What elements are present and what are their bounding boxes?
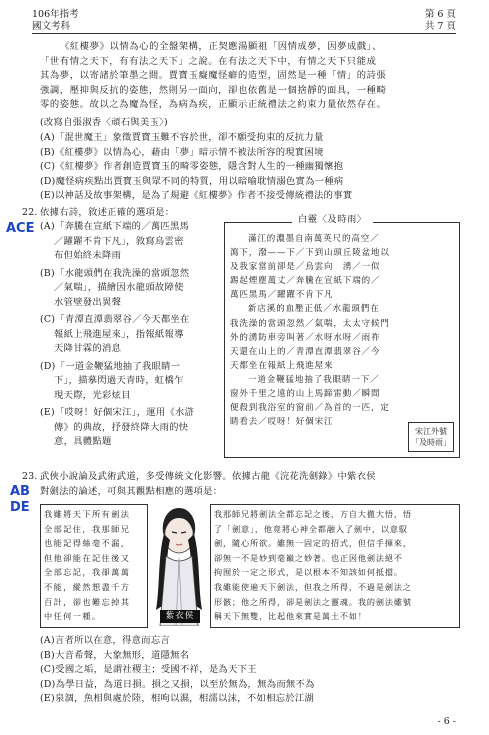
option-line: 意，具體點題 [54,436,112,447]
q23-stem-line: 對劍法的論述，可與其觀點相應的選項是： [40,486,223,497]
option-line: 布但始終未降雨 [54,250,122,261]
exam-subject: 國文考科 [32,21,71,32]
q21-option-c[interactable]: (C)《紅樓夢》作者創造賈寶玉的畸零姿態，隱含對人生的一種幽獨懷抱 [40,161,344,172]
poem-line: 萬匹黑馬／躍躍不肯下凡 [230,290,334,301]
page-number: 第 6 頁 [424,9,456,20]
poem-line: 天還在山上的／青潭直潭翡翠谷／今 [230,346,381,357]
quote-line: 全部忘記，我卻萬萬 [44,567,131,578]
q21-option-d[interactable]: (D)魔怪病疾點出賈寶玉與眾不同的特質，用以暗喻耽情溺色實為一種病 [40,175,344,187]
q22-option-e[interactable] [40,406,216,450]
quote-line: 我雖能使遍天下劍法，但我之所得，不過是劍法之 [214,581,412,592]
q21-option-a[interactable]: (A)「混世魔王」象徵賈寶玉難不容於世，卻不願受拘束的反抗力量 [40,132,324,143]
quote-left-text [44,507,144,624]
poem-line: 窗外千里之遠的山上馬蹄雷動／瞬間 [230,389,381,400]
poem-title: 白靈〈及時雨〉 [292,213,373,227]
q22-option-c[interactable] [40,313,216,357]
quote-line: 也能記得絲毫不漏， [44,538,131,549]
passage-line: 強調，壓抑與反抗的姿態，然則另一面向，卻也依舊是一個捨靜的面具，一種畸 [40,84,387,96]
portrait [152,506,206,626]
poem-line: 天都坐在報紙上飛進屋來 [230,360,334,371]
footnote-line: 宋江外號 [415,427,447,436]
q21-option-b[interactable]: (B)《紅樓夢》以情為心，藉由「夢」暗示情不被法所容的現實困境 [40,146,324,158]
poem-line: 滿江的濃墨自南萬英尺的高空／ [248,234,380,244]
quote-line: 中任何一種。 [44,611,102,622]
portrait-illustration [152,506,206,626]
option-line: (A)「奔騰在宣紙下端的／萬匹黑馬 [40,221,190,232]
footer-page-number: - 6 - [437,716,456,727]
quote-line: 劍，隨心所欲。雖無一固定的招式，但信手揮來， [214,538,412,549]
quote-line: 我雖將天下所有劍法 [44,509,131,519]
option-line: 天降甘霖的消息 [54,343,122,354]
q22-stem: 依據右詩，敘述正確的選項是： [40,207,175,218]
q21-option-e[interactable]: (E)以神話及故事架構，是為了規避《紅樓夢》作者不接受傳統禮法的事實 [40,190,353,201]
q21-options [40,131,460,204]
option-line: (B)「水龍頭們在我洗澡的當頭忽然 [40,267,190,279]
poem-line: 我洗澡的當頭忽然／氣喘，太太守候門 [230,318,390,329]
footnote-line: 「及時雨」 [411,438,451,447]
q23-option-b[interactable]: (B)大音希聲，大象無形，道隱無名 [40,649,190,661]
option-line: 報紙上飛進屋來」，指報紙報導 [54,328,184,340]
passage-line: 「世有情之天下，有有法之天下」之說。在有法之天下中，有情之天下只能成 [40,55,377,67]
q23-number: 23. [22,471,38,482]
quote-line: 百計，卻也難忘掉其 [44,596,131,607]
poem-line: 便殺到我浴室的窗前／為首的一匹，定 [230,403,390,414]
poem-line: 及我家當前卻是／烏雲向 湧／一似 [230,262,381,273]
quote-line: 稱天下無雙，比起他來實是萬土不如！ [214,611,367,622]
poem-line: 外的湧防車旁叫著／水呀水呀／雨祚 [230,332,381,343]
quote-line: 全部記住，我那師兄 [44,523,131,534]
q22-options [40,220,216,450]
quote-line: 我那師兄將劍法全都忘記之後，方自大徹大悟，悟 [214,509,412,519]
quote-right-text [214,507,456,624]
q23-options [40,634,460,707]
q22-answer: ACE [6,221,35,236]
quote-line: 但他卻能在記住後又 [44,552,131,563]
q22-option-a[interactable] [40,220,216,264]
q23-option-c[interactable]: (C)受國之垢，是謂社稷主；受國不祥，是為天下王 [40,664,257,675]
poem-line: 踢起煙塵萬丈／奔騰在宣紙下端的／ [230,276,381,287]
option-line: (D)「一道金鞭猛地抽了我眼睛一 [40,360,181,372]
option-line: 水管壁發出異聲 [54,296,122,308]
option-line: 下」，描摹閃過天青時，虹橋乍 [54,375,184,386]
poem-footnote [408,422,454,452]
portrait-label: 紫衣侯 [160,610,200,623]
quote-line: 不能，縱然想盡千方 [44,581,131,592]
quote-line: 卻無一不是妙到毫巔之妙著。也正因他劍法絕不 [214,552,403,563]
option-line: ／躍躍不肯下凡」，敘寫烏雲密 [54,235,184,247]
passage-line: 其為夢，以寄諸於筆墨之間。賈寶玉癡魔怪癖的造型，固然是一種「情」的詩張 [40,70,387,82]
option-line: (E)「哎呀！好個宋江」，運用《水滸 [40,407,195,418]
page-total: 共 7 頁 [424,21,456,32]
quote-line: 了「劍意」，他竟將心神全都融入了劍中，以意馭 [214,523,408,534]
q22-option-d[interactable] [40,360,216,404]
quote-line: 拘囿於一定之形式，是以根本不知該如何抵擋。 [214,567,403,578]
q23-stem-line: 武俠小說論及武術武道，多受傳統文化影響。依據古龍《浣花洗劍錄》中紫衣侯 [40,471,376,482]
q23-answer: DE [10,500,30,515]
poem-line: 一道金鞭猛地抽了我眼睛一下／ [248,374,380,385]
poem-line: 睛看去／哎呀！好個宋江 [230,417,334,428]
exam-year: 106年指考 [32,9,79,20]
q22-number: 22. [22,207,38,218]
q23-option-e[interactable]: (E)泉涸，魚相與處於陸，相呴以濕，相濡以沫，不如相忘於江湖 [40,693,315,704]
header-divider [32,33,456,34]
poem-line: 新店溪的血壓正低／水龍頭們在 [248,304,380,315]
poem-body [230,232,456,429]
passage-source: (改寫自張淑香〈頑石與美玉〉) [40,117,168,128]
option-line: 現天際，光彩炫目 [54,389,131,401]
q23-answer: AB [10,484,30,499]
option-line: ／氣喘」，描繪因水龍頭故障使 [54,282,184,293]
q23-option-a[interactable]: (A)言者所以在意，得意而忘言 [40,635,171,646]
q23-option-d[interactable]: (D)為學日益，為道日損。損之又損，以至於無為，無為而無不為 [40,678,315,690]
passage-line: 《紅樓夢》以情為心的全盤架構，正契應湯顯祖「因情成夢，因夢成戲」、 [60,41,382,52]
passage [40,40,460,113]
poem-line: 瀉下，潑——下／下到山頭丘陵盆地以 [230,248,390,259]
option-line: (C)「青潭直潭翡翠谷／今天都坐在 [40,314,190,325]
option-line: 傳》的典故，抒發終降大雨的快 [54,421,189,433]
quote-line: 形骸；他之所得，卻是劍法之靈魂。我的劍法雖號 [214,596,412,607]
q22-option-b[interactable] [40,267,216,311]
passage-line: 零的姿態。故以之為魔為怪，為病為疾，正顯示正統禮法之約束力量依然存在。 [40,99,387,111]
